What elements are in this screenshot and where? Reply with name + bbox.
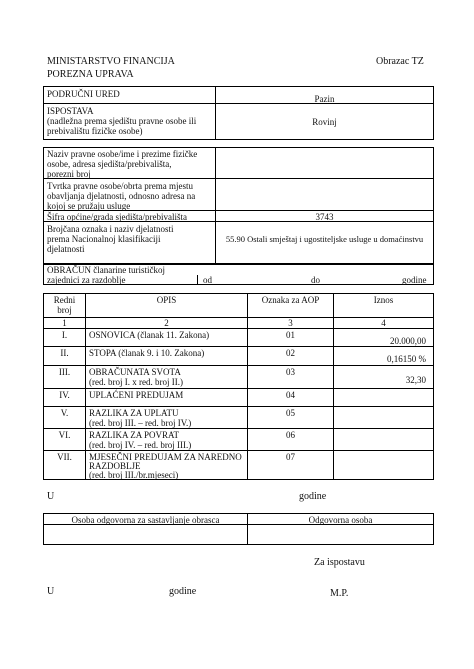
row-7-aop: 07 bbox=[286, 452, 295, 462]
branch-note-line1: (nadležna prema sjedištu pravne osobe ili bbox=[47, 116, 197, 126]
regional-office-label: PODRUČNI URED bbox=[47, 89, 120, 99]
taxpayer-name-label-2: osobe, adresa sjedišta/prebivališta, bbox=[47, 159, 172, 169]
taxpayer-name-label-3: porezni broj bbox=[47, 169, 91, 179]
col-header-amount: Iznos bbox=[373, 295, 394, 305]
row-3-amount[interactable]: 32,30 bbox=[405, 375, 426, 385]
calculation-label-2: zajednici za razdoblje bbox=[47, 275, 126, 285]
row-6-amount[interactable] bbox=[334, 429, 433, 450]
responsible-officer-signature[interactable] bbox=[248, 525, 433, 544]
ministry-title: MINISTARSTVO FINANCIJA bbox=[47, 56, 175, 67]
company-label-2: obavljanja djelatnosti, odnosno adresa na bbox=[47, 191, 196, 201]
row-5-sub: (red. broj III. – red. broj IV.) bbox=[89, 418, 192, 428]
row-7-sub: (red. broj III./br.mjeseci) bbox=[89, 470, 179, 480]
responsible-person-signature[interactable] bbox=[44, 525, 247, 544]
period-year-label: godine bbox=[402, 275, 427, 285]
activity-value[interactable]: 55.90 Ostali smještaj i ugostiteljske usluge u domaćinstvu bbox=[225, 234, 424, 244]
tax-office-title: POREZNA UPRAVA bbox=[47, 69, 134, 80]
activity-label-3: djelatnosti bbox=[47, 244, 85, 254]
row-4-desc: UPLAĆENI PREDUJAM bbox=[89, 390, 184, 400]
row-7-no: VII. bbox=[57, 452, 72, 462]
row-1-desc: OSNOVICA (članak 11. Zakona) bbox=[89, 330, 210, 340]
regional-office-value[interactable]: Pazin bbox=[314, 94, 335, 104]
col-number-3: 3 bbox=[288, 318, 293, 328]
row-5-desc: RAZLIKA ZA UPLATU bbox=[89, 408, 179, 418]
company-label-3: kojoj se pružaju usluge bbox=[47, 201, 131, 211]
place-label: U bbox=[47, 491, 55, 502]
municipality-label: Šifra općine/grada sjedišta/prebivališta bbox=[47, 212, 187, 222]
year-label: godine bbox=[299, 491, 327, 502]
taxpayer-name-field[interactable] bbox=[216, 148, 433, 178]
for-branch-label: Za ispostavu bbox=[314, 557, 365, 568]
company-label-1: Tvrtka pravne osobe/obrta prema mjestu bbox=[47, 181, 193, 191]
calculation-label-1: OBRAČUN članarine turističkoj bbox=[47, 265, 165, 275]
col-number-4: 4 bbox=[381, 318, 386, 328]
col-header-description: OPIS bbox=[156, 295, 177, 305]
responsible-officer-label: Odgovorna osoba bbox=[308, 515, 373, 525]
period-to-field[interactable] bbox=[325, 275, 400, 285]
row-2-amount[interactable]: 0,16150 % bbox=[387, 354, 426, 364]
activity-label-1: Brojčana oznaka i naziv djelatnosti bbox=[47, 224, 174, 234]
row-2-desc: STOPA (članak 9. i 10. Zakona) bbox=[89, 348, 205, 358]
row-6-desc: RAZLIKA ZA POVRAT bbox=[89, 430, 180, 440]
row-1-amount[interactable]: 20.000,00 bbox=[390, 336, 426, 346]
row-7-desc: MJESEČNI PREDUJAM ZA NAREDNO bbox=[89, 452, 242, 462]
col-number-2: 2 bbox=[164, 318, 169, 328]
col-header-no-line2: broj bbox=[57, 305, 72, 315]
period-from-label: od bbox=[203, 275, 212, 285]
row-6-aop: 06 bbox=[286, 430, 295, 440]
branch-value[interactable]: Rovinj bbox=[312, 117, 337, 127]
row-4-no: IV. bbox=[59, 390, 70, 400]
row-6-no: VI. bbox=[58, 430, 71, 440]
form-code: Obrazac TZ bbox=[376, 56, 424, 67]
col-header-aop: Oznaka za AOP bbox=[261, 295, 320, 305]
responsible-person-label: Osoba odgovorna za sastavljanje obrasca bbox=[71, 515, 220, 525]
taxpayer-name-label-1: Naziv pravne osobe/ime i prezime fizičke bbox=[47, 149, 198, 159]
row-3-aop: 03 bbox=[286, 367, 295, 377]
row-3-no: III. bbox=[58, 367, 71, 377]
stamp-label: M.P. bbox=[330, 588, 349, 599]
col-number-1: 1 bbox=[62, 318, 67, 328]
place-field[interactable] bbox=[60, 490, 290, 502]
row-7-desc2: RAZDOBLJE bbox=[89, 461, 141, 471]
row-3-desc: OBRAČUNATA SVOTA bbox=[89, 367, 181, 377]
branch-note-line2: prebivalištu fizičke osobe) bbox=[47, 126, 143, 136]
col-header-no-line1: Redni bbox=[53, 295, 76, 305]
row-1-aop: 01 bbox=[286, 330, 295, 340]
period-from-field[interactable] bbox=[216, 275, 306, 285]
row-1-no: I. bbox=[61, 330, 68, 340]
row-5-amount[interactable] bbox=[334, 407, 433, 428]
row-5-no: V. bbox=[60, 408, 69, 418]
row-7-amount[interactable] bbox=[334, 451, 433, 480]
row-2-aop: 02 bbox=[286, 348, 295, 358]
year-label-2: godine bbox=[169, 586, 197, 597]
place-label-2: U bbox=[47, 586, 55, 597]
row-2-no: II. bbox=[60, 348, 69, 358]
branch-label: ISPOSTAVA bbox=[47, 106, 94, 116]
row-4-aop: 04 bbox=[286, 390, 295, 400]
company-address-field[interactable] bbox=[216, 179, 433, 210]
municipality-value[interactable]: 3743 bbox=[315, 212, 334, 222]
activity-label-2: prema Nacionalnoj klasifikaciji bbox=[47, 234, 161, 244]
period-to-label: do bbox=[311, 275, 320, 285]
row-5-aop: 05 bbox=[286, 408, 295, 418]
row-4-amount[interactable] bbox=[334, 389, 433, 406]
row-6-sub: (red. broj IV. – red. broj III.) bbox=[89, 440, 192, 450]
row-3-sub: (red. broj I. x red. broj II.) bbox=[89, 377, 183, 387]
